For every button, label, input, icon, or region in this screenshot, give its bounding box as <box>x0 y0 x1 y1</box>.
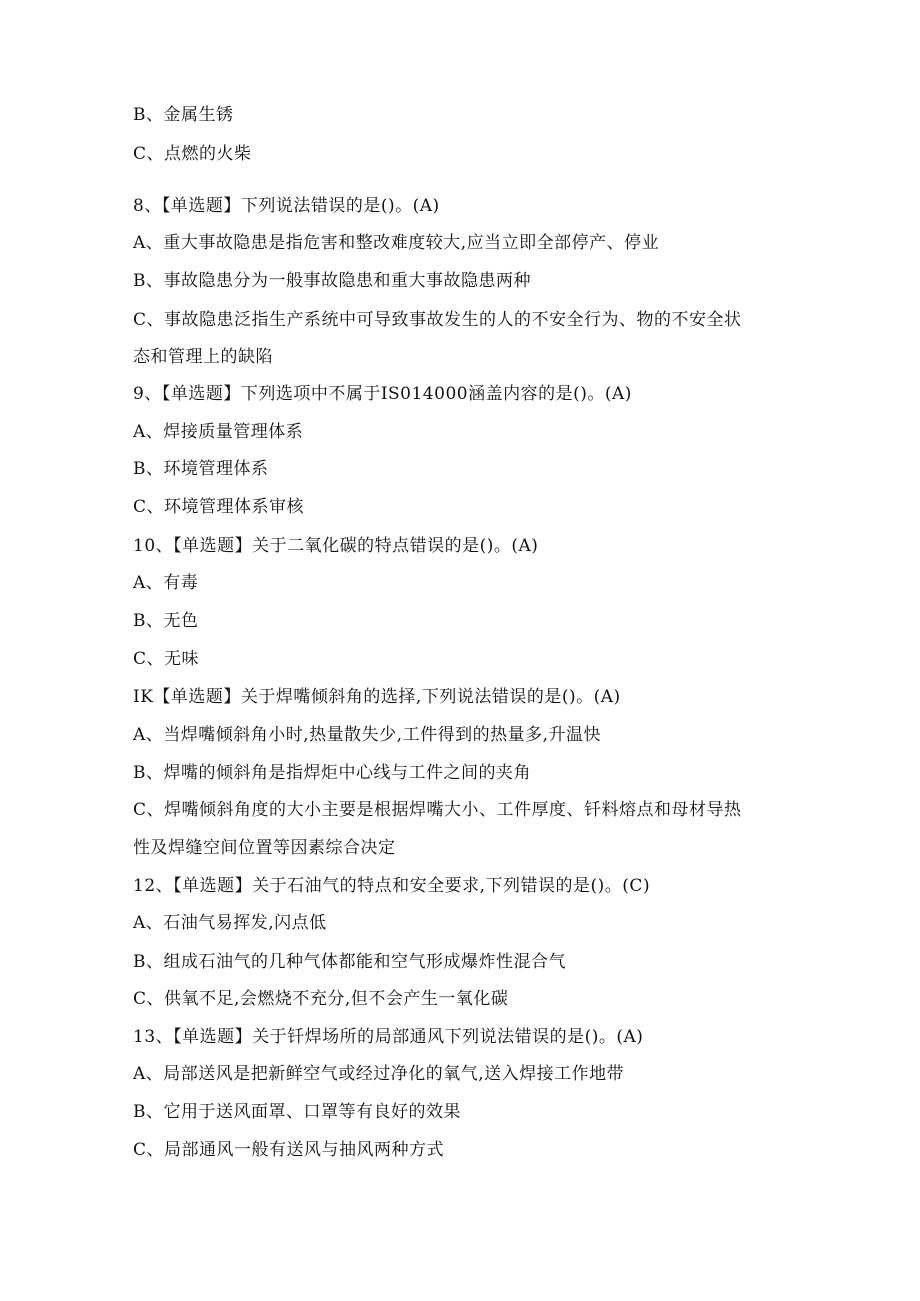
option-b-q8: B、事故隐患分为一般事故隐患和重大事故隐患两种 <box>133 271 531 291</box>
option-a-q12: A、石油气易挥发,闪点低 <box>133 913 327 933</box>
option-c-q10: C、无味 <box>133 649 200 669</box>
option-c-q13: C、局部通风一般有送风与抽风两种方式 <box>133 1140 445 1160</box>
option-b-q7: B、金属生锈 <box>133 105 234 125</box>
question-8: 8、【单选题】下列说法错误的是()。(A) <box>133 196 440 216</box>
option-b-q9: B、环境管理体系 <box>133 459 269 479</box>
option-c-q11: C、焊嘴倾斜角度的大小主要是根据焊嘴大小、工件厚度、钎料熔点和母材导热 <box>133 800 742 820</box>
option-a-q13: A、局部送风是把新鲜空气或经过净化的氧气,送入焊接工作地带 <box>133 1064 625 1084</box>
option-b-q13: B、它用于送风面罩、口罩等有良好的效果 <box>133 1102 461 1122</box>
option-b-q10: B、无色 <box>133 611 199 631</box>
option-b-q12: B、组成石油气的几种气体都能和空气形成爆炸性混合气 <box>133 952 566 972</box>
option-a-q9: A、焊接质量管理体系 <box>133 422 304 442</box>
option-c-q8: C、事故隐患泛指生产系统中可导致事故发生的人的不安全行为、物的不安全状 <box>133 310 742 330</box>
question-10: 10、【单选题】关于二氧化碳的特点错误的是()。(A) <box>133 536 539 556</box>
option-b-q11: B、焊嘴的倾斜角是指焊炬中心线与工件之间的夹角 <box>133 763 531 783</box>
question-13: 13、【单选题】关于钎焊场所的局部通风下列说法错误的是()。(A) <box>133 1027 644 1047</box>
option-a-q11: A、当焊嘴倾斜角小时,热量散失少,工件得到的热量多,升温快 <box>133 725 601 745</box>
question-9: 9、【单选题】下列选项中不属于IS014000涵盖内容的是()。(A) <box>133 384 632 404</box>
option-c-q11-continued: 性及焊缝空间位置等因素综合决定 <box>133 838 396 858</box>
option-a-q10: A、有毒 <box>133 573 199 593</box>
option-c-q8-continued: 态和管理上的缺陷 <box>133 347 273 367</box>
option-c-q7: C、点燃的火柴 <box>133 144 252 164</box>
option-c-q9: C、环境管理体系审核 <box>133 497 305 517</box>
question-12: 12、【单选题】关于石油气的特点和安全要求,下列错误的是()。(C) <box>133 876 651 896</box>
option-c-q12: C、供氧不足,会燃烧不充分,但不会产生一氧化碳 <box>133 989 509 1009</box>
option-a-q8: A、重大事故隐患是指危害和整改难度较大,应当立即全部停产、停业 <box>133 233 660 253</box>
question-11: IK【单选题】关于焊嘴倾斜角的选择,下列说法错误的是()。(A) <box>133 687 621 707</box>
